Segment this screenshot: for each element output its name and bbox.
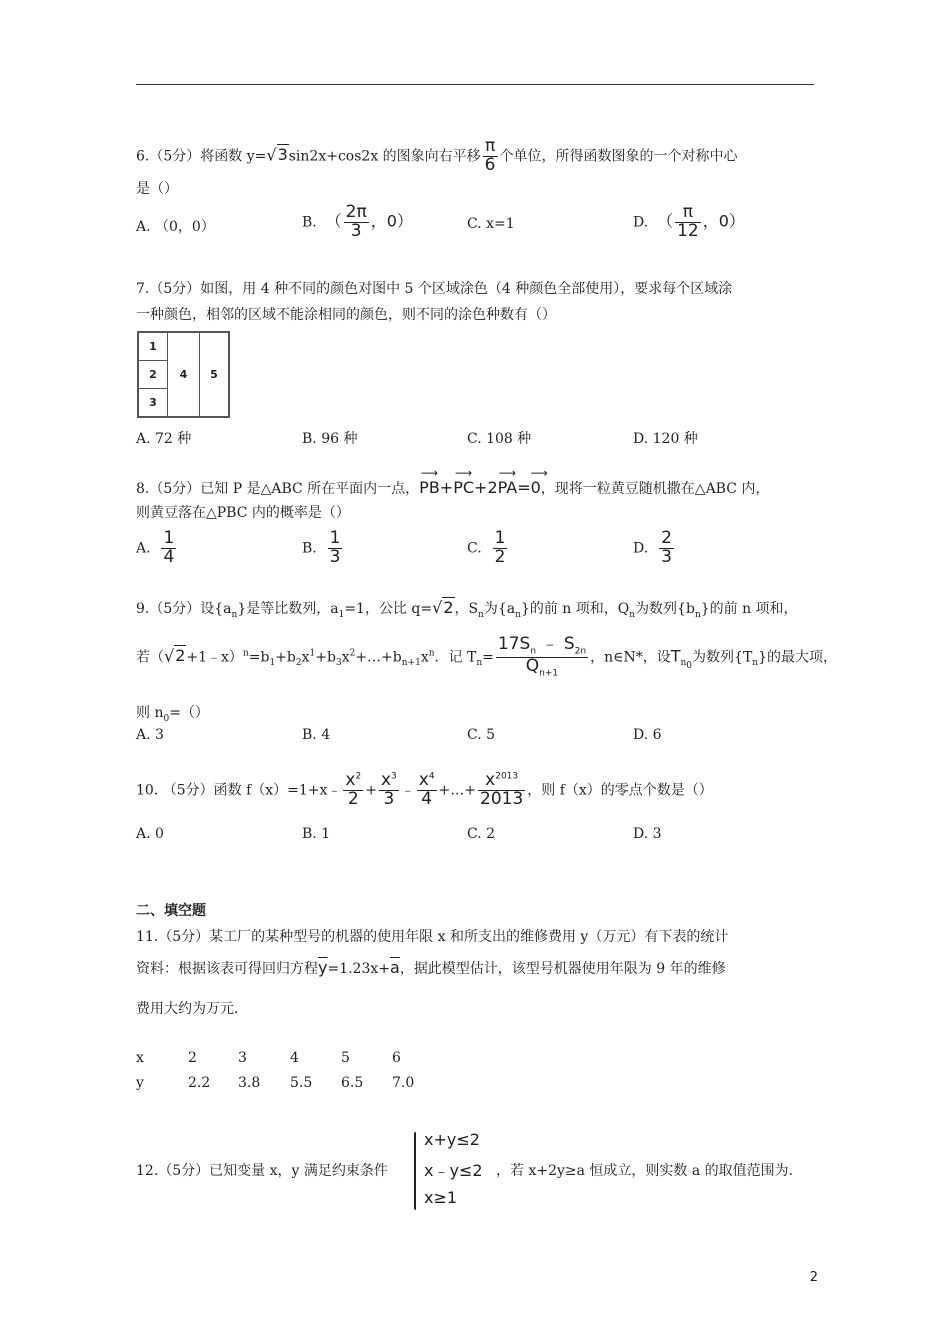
q10-option-d: D. 3 xyxy=(633,826,662,842)
region-diagram xyxy=(137,331,230,418)
constraint-brace xyxy=(414,1132,416,1210)
q9-line3: 则 $n_0=()$ xyxy=(136,705,209,724)
q12-suffix: ，若 x+2y≥a 恒成立，则实数 a 的取值范围为． xyxy=(496,1163,803,1179)
table-y-value: 7.0 xyxy=(392,1075,415,1091)
zero-vector: ⟶ 0 xyxy=(531,478,541,497)
table-y-value: 3.8 xyxy=(238,1075,261,1091)
region-5: 5 xyxy=(199,332,229,417)
q11-line3: 费用大约为万元． xyxy=(136,1001,248,1017)
q7-line2: 一种颜色，相邻的区域不能涂相同的颜色，则不同的涂色种数有（） xyxy=(136,307,556,323)
vector-pa: ⟶ PA xyxy=(498,478,518,497)
table-y-value: 6.5 xyxy=(341,1075,364,1091)
q7-line1: 7.（5分）如图，用 4 种不同的颜色对图中 5 个区域涂色（4 种颜色全部使用），要求每个区域涂 xyxy=(136,281,733,297)
region-3: 3 xyxy=(138,388,168,417)
q6-option-c: C. x=1 xyxy=(467,216,515,232)
q9-line1: 9.（5分）设$\{a_n\}$是等比数列，$a_1=1$，公比 q=√2，$S_n$为$\{a_n\}$的前 n 项和，$Q_n$为数列$\{b_n\}$的前 n 项和， xyxy=(136,598,798,620)
q7-option-c: C. 108 种 xyxy=(467,431,532,447)
a-hat: $\overline{a}$ xyxy=(390,958,400,977)
table-y-value: 5.5 xyxy=(290,1075,313,1091)
q6-option-a: A. （0，0） xyxy=(136,219,215,235)
q6-line2: 是（） xyxy=(136,181,178,197)
constraint-2: x﹣y≤2 xyxy=(424,1161,483,1180)
q9-option-d: D. 6 xyxy=(633,727,662,743)
vector-pc: ⟶ PC xyxy=(453,478,474,497)
q6-option-b: B. （ $\frac{2\pi}{3}$ ，0） xyxy=(302,202,413,241)
q11-line2: 资料：根据该表可得回归方程$\overline{y}=1.23x+\overline{a}$，据此模型估计，该型号机器使用年限为 9 年的维修 xyxy=(136,958,726,977)
table-x-value: 5 xyxy=(341,1050,350,1066)
fraction-pi-6: $\frac{\pi}{6}$ xyxy=(484,136,496,175)
q8-line2: 则黄豆落在△PBC 内的概率是（） xyxy=(136,505,350,521)
q10-option-b: B. 1 xyxy=(302,826,331,842)
constraint-3: x≥1 xyxy=(424,1188,458,1207)
q9-option-c: C. 5 xyxy=(467,727,496,743)
q8-option-b: B. $\frac{1}{3}$ xyxy=(302,528,341,567)
region-2: 2 xyxy=(138,360,168,389)
q8-line1: 8.（5分）已知 P 是△ABC 所在平面内一点，⟶ PB+⟶ PC+2⟶ PA=⟶ 0，现将一粒黄豆随机撒在△ABC 内， xyxy=(136,478,769,498)
y-hat: $\overline{y}$ xyxy=(318,958,328,977)
vector-pb: ⟶ PB xyxy=(419,478,440,497)
q8-option-c: C. $\frac{1}{2}$ xyxy=(467,528,506,567)
q9-option-a: A. 3 xyxy=(136,727,164,743)
table-y-value: 2.2 xyxy=(188,1075,211,1091)
q12-prefix: 12.（5分）已知变量 x，y 满足约束条件 xyxy=(136,1163,388,1179)
sqrt-3: √3 xyxy=(266,145,288,165)
q8-option-a: A. $\frac{1}{4}$ xyxy=(136,528,175,567)
table-x-value: 2 xyxy=(188,1050,197,1066)
q10-option-c: C. 2 xyxy=(467,826,496,842)
section-title: 二、填空题 xyxy=(136,903,206,919)
q9-line2: 若$(√2+1﹣x)^n=b_1+b_2x^1+b_3x^2+\dots+b_{n+1}x^n$．记 $T_n=$ $\frac{17S_n ﹣ S_{2n}}{Q_{n+1}}$ ，n∈N*，设$T_{n_0}$为数列$\{T_n\}$的最大项， xyxy=(136,634,837,679)
q7-option-a: A. 72 种 xyxy=(136,431,192,447)
q11-line1: 11.（5分）某工厂的某种型号的机器的使用年限 x 和所支出的维修费用 y（万元）有下表的统计 xyxy=(136,929,729,945)
table-x-value: 4 xyxy=(290,1050,299,1066)
table-x-value: 3 xyxy=(238,1050,247,1066)
q6-option-d: D. （ $\frac{\pi}{12}$ ，0） xyxy=(633,202,745,241)
region-1: 1 xyxy=(138,332,168,361)
header-rule xyxy=(136,84,814,85)
q7-option-d: D. 120 种 xyxy=(633,431,698,447)
table-y-label: y xyxy=(136,1075,144,1091)
q10-line1: 10. （5分）函数 f（x）=1+x﹣ $\frac{x^2}{2}$ + $\frac{x^3}{3}$ ﹣ $\frac{x^4}{4}$ +…+ $\frac{x^{2013}}{2013}$ ，则 f（x）的零点个数是（） xyxy=(136,770,713,809)
fraction-tn: $\frac{17S_n ﹣ S_{2n}}{Q_{n+1}}$ xyxy=(497,634,587,679)
region-4: 4 xyxy=(167,332,200,417)
q6-line1: 6.（5分）将函数 y=√3sin2x+cos2x 的图象向右平移 $\frac{\pi}{6}$ 个单位，所得函数图象的一个对称中心 xyxy=(136,136,738,175)
constraint-1: x+y≤2 xyxy=(424,1130,480,1149)
q10-option-a: A. 0 xyxy=(136,826,164,842)
table-x-label: x xyxy=(136,1050,144,1066)
page-number: 2 xyxy=(809,1270,818,1285)
table-x-value: 6 xyxy=(392,1050,401,1066)
q9-option-b: B. 4 xyxy=(302,727,331,743)
q8-option-d: D. $\frac{2}{3}$ xyxy=(633,528,672,567)
q7-option-b: B. 96 种 xyxy=(302,431,358,447)
